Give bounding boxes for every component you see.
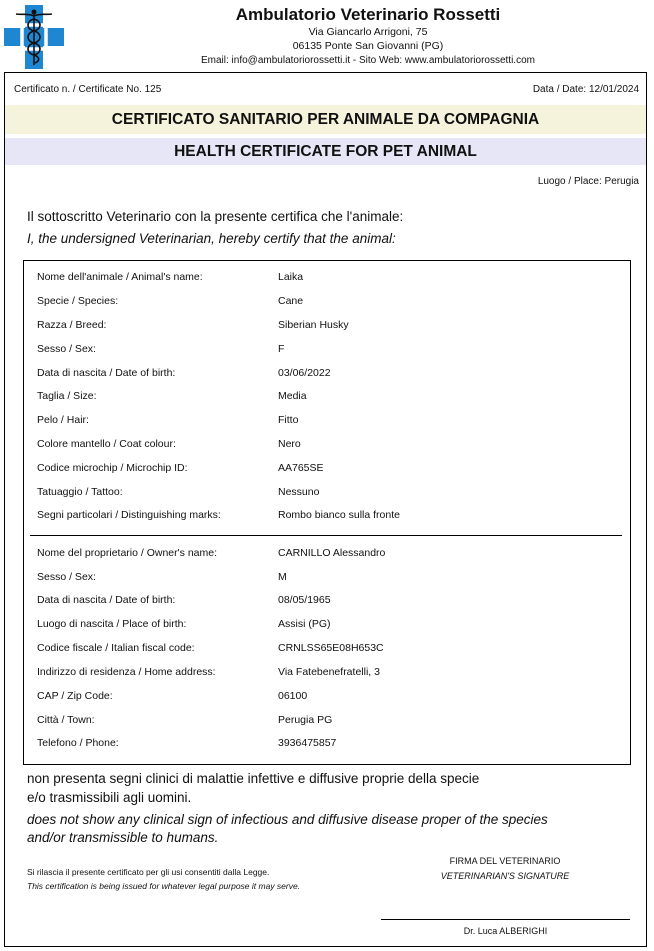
- owner-row: [37, 737, 617, 751]
- certificate-date: Data / Date: 12/01/2024: [532, 84, 639, 95]
- intro-english: I, the undersigned Veterinarian, hereby certify that the animal:: [27, 231, 396, 246]
- field-label: Pelo / Hair:: [37, 414, 89, 426]
- field-value: Perugia PG: [278, 714, 333, 726]
- animal-row: [37, 295, 617, 309]
- title-english: HEALTH CERTIFICATE FOR PET ANIMAL: [5, 138, 646, 165]
- owner-row: [37, 714, 617, 728]
- field-value: M: [278, 571, 287, 583]
- veterinarian-name: Dr. Luca ALBERIGHI: [463, 926, 548, 936]
- animal-row: [37, 271, 617, 285]
- owner-row: [37, 594, 617, 608]
- field-label: Nome del proprietario / Owner's name:: [37, 547, 217, 559]
- caduceus-cross-icon: [4, 5, 64, 69]
- owner-row: [37, 642, 617, 656]
- animal-row: [37, 414, 617, 428]
- field-label: Sesso / Sex:: [37, 343, 96, 355]
- conclusion-italian-line1: non presenta segni clinici di malattie infettive e diffusive proprie della specie: [27, 771, 480, 786]
- field-value: Rombo bianco sulla fronte: [278, 509, 400, 521]
- clinic-street: Via Giancarlo Arrigoni, 75: [308, 26, 428, 38]
- field-label: Luogo di nascita / Place of birth:: [37, 618, 187, 630]
- field-label: Nome dell'animale / Animal's name:: [37, 271, 203, 283]
- legal-note-english: This certification is being issued for whatever legal purpose it may serve.: [27, 881, 301, 891]
- animal-row: [37, 486, 617, 500]
- field-value: Assisi (PG): [278, 618, 331, 630]
- animal-row: [37, 390, 617, 404]
- field-value: 06100: [278, 690, 308, 702]
- field-value: 03/06/2022: [278, 367, 331, 379]
- field-value: CARNILLO Alessandro: [278, 547, 386, 559]
- animal-row: [37, 367, 617, 381]
- field-value: Fitto: [278, 414, 299, 426]
- owner-row: [37, 666, 617, 680]
- field-value: CRNLSS65E08H653C: [278, 642, 384, 654]
- field-label: Taglia / Size:: [37, 390, 97, 402]
- owner-row: [37, 618, 617, 632]
- field-label: Telefono / Phone:: [37, 737, 119, 749]
- legal-note-italian: Si rilascia il presente certificato per gli usi consentiti dalla Legge.: [27, 867, 270, 877]
- field-label: Razza / Breed:: [37, 319, 107, 331]
- field-label: Specie / Species:: [37, 295, 119, 307]
- section-divider: [30, 535, 622, 536]
- field-label: Codice microchip / Microchip ID:: [37, 462, 188, 474]
- animal-row: [37, 462, 617, 476]
- field-label: Codice fiscale / Italian fiscal code:: [37, 642, 195, 654]
- field-label: Sesso / Sex:: [37, 571, 96, 583]
- owner-row: [37, 571, 617, 585]
- conclusion-english-line2: and/or transmissible to humans.: [27, 830, 219, 845]
- field-label: Data di nascita / Date of birth:: [37, 367, 176, 379]
- field-value: Media: [278, 390, 307, 402]
- field-value: AA765SE: [278, 462, 324, 474]
- clinic-contacts: Email: info@ambulatoriorossetti.it - Sito Web: www.ambulatoriorossetti.com: [201, 55, 535, 66]
- animal-row: [37, 438, 617, 452]
- clinic-city: 06135 Ponte San Giovanni (PG): [292, 40, 444, 52]
- signature-caption-italian: FIRMA DEL VETERINARIO: [449, 856, 561, 866]
- field-label: Colore mantello / Coat colour:: [37, 438, 176, 450]
- animal-row: [37, 319, 617, 333]
- field-label: Città / Town:: [37, 714, 95, 726]
- field-value: 3936475857: [278, 737, 337, 749]
- field-label: Indirizzo di residenza / Home address:: [37, 666, 216, 678]
- field-value: Laika: [278, 271, 304, 283]
- field-label: Segni particolari / Distinguishing marks:: [37, 509, 221, 521]
- animal-row: [37, 509, 617, 523]
- field-label: Data di nascita / Date of birth:: [37, 594, 176, 606]
- clinic-name: Ambulatorio Veterinario Rossetti: [235, 5, 501, 24]
- owner-row: [37, 547, 617, 561]
- conclusion-italian-line2: e/o trasmissibili agli uomini.: [27, 790, 192, 805]
- field-value: Via Fatebenefratelli, 3: [278, 666, 380, 678]
- intro-italian: Il sottoscritto Veterinario con la presente certifica che l'animale:: [27, 209, 404, 224]
- field-value: Nero: [278, 438, 301, 450]
- signature-caption-english: VETERINARIAN'S SIGNATURE: [440, 871, 570, 881]
- certificate-number: Certificato n. / Certificate No. 125: [14, 84, 162, 95]
- field-label: CAP / Zip Code:: [37, 690, 113, 702]
- conclusion-english-line1: does not show any clinical sign of infectious and diffusive disease proper of the species: [27, 812, 548, 827]
- animal-row: [37, 343, 617, 357]
- owner-row: [37, 690, 617, 704]
- signature-line: [381, 919, 630, 920]
- field-label: Tatuaggio / Tattoo:: [37, 486, 123, 498]
- title-italian: CERTIFICATO SANITARIO PER ANIMALE DA COMPAGNIA: [5, 105, 646, 134]
- field-value: F: [278, 343, 285, 355]
- field-value: Cane: [278, 295, 304, 307]
- field-value: 08/05/1965: [278, 594, 331, 606]
- field-value: Siberian Husky: [278, 319, 349, 331]
- certificate-place: Luogo / Place: Perugia: [537, 176, 639, 187]
- field-value: Nessuno: [278, 486, 320, 498]
